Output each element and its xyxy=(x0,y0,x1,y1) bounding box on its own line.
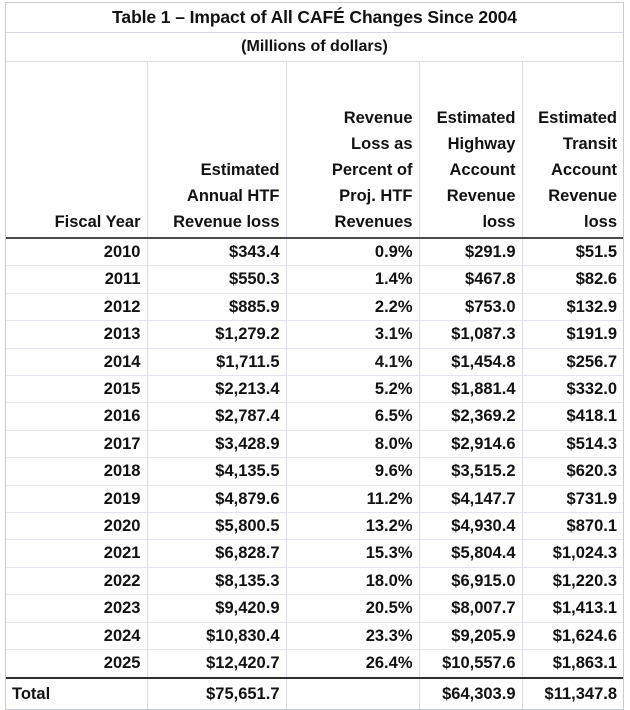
column-header-line: Highway xyxy=(447,135,516,153)
cell-highway-account-revenue-loss: $1,454.8 xyxy=(419,348,522,375)
cell-fiscal-year: 2018 xyxy=(6,458,147,485)
total-label: Total xyxy=(6,678,147,709)
cell-annual-htf-revenue-loss: $8,135.3 xyxy=(147,567,286,594)
cell-fiscal-year: 2023 xyxy=(6,595,147,622)
cell-fiscal-year: 2020 xyxy=(6,513,147,540)
total-transit-account-revenue-loss: $11,347.8 xyxy=(522,678,623,709)
table-row xyxy=(6,348,623,375)
cell-transit-account-revenue-loss: $82.6 xyxy=(522,266,623,293)
cell-annual-htf-revenue-loss: $6,828.7 xyxy=(147,540,286,567)
cell-annual-htf-revenue-loss: $2,787.4 xyxy=(147,403,286,430)
cell-transit-account-revenue-loss: $1,220.3 xyxy=(522,567,623,594)
cell-annual-htf-revenue-loss: $4,135.5 xyxy=(147,458,286,485)
cell-highway-account-revenue-loss: $291.9 xyxy=(419,238,522,266)
cafe-impact-table xyxy=(6,3,623,709)
cell-transit-account-revenue-loss: $51.5 xyxy=(522,238,623,266)
cell-transit-account-revenue-loss: $731.9 xyxy=(522,485,623,512)
table-row xyxy=(6,595,623,622)
cell-pct-of-proj-htf-revenues: 9.6% xyxy=(286,458,419,485)
cell-transit-account-revenue-loss: $1,863.1 xyxy=(552,654,618,673)
table-row xyxy=(6,238,623,266)
column-header-line: Revenue xyxy=(446,187,516,205)
table-row xyxy=(6,376,623,403)
column-header-fiscal-year xyxy=(6,67,147,238)
cell-fiscal-year: 2010 xyxy=(6,238,147,266)
table-data-body xyxy=(6,238,623,678)
cell-transit-account-revenue-loss: $1,413.1 xyxy=(522,595,623,622)
cell-fiscal-year: 2021 xyxy=(6,540,147,567)
column-header-line: loss xyxy=(583,213,618,231)
column-header-line: Revenues xyxy=(334,213,413,231)
column-header-line: Revenue loss xyxy=(173,213,280,231)
cell-annual-htf-revenue-loss: $10,830.4 xyxy=(147,622,286,649)
cell-transit-account-revenue-loss: $191.9 xyxy=(522,321,623,348)
cell-transit-account-revenue-loss: $418.1 xyxy=(522,403,623,430)
cell-highway-account-revenue-loss: $3,515.2 xyxy=(419,458,522,485)
table-subtitle-row xyxy=(6,33,623,62)
column-header-line: Account xyxy=(551,161,618,179)
cell-pct-of-proj-htf-revenues: 13.2% xyxy=(286,513,419,540)
cell-highway-account-revenue-loss: $467.8 xyxy=(419,266,522,293)
table-total-row xyxy=(6,678,623,709)
cell-fiscal-year: 2022 xyxy=(6,567,147,594)
table-row xyxy=(6,540,623,567)
cell-transit-account-revenue-loss: $332.0 xyxy=(522,376,623,403)
table-row xyxy=(6,622,623,649)
column-header-line: Estimated xyxy=(538,109,618,127)
cell-pct-of-proj-htf-revenues: 3.1% xyxy=(286,321,419,348)
cell-pct-of-proj-htf-revenues: 4.1% xyxy=(286,348,419,375)
cell-highway-account-revenue-loss: $5,804.4 xyxy=(419,540,522,567)
cell-transit-account-revenue-loss: $1,024.3 xyxy=(522,540,623,567)
cell-annual-htf-revenue-loss: $1,711.5 xyxy=(147,348,286,375)
cell-highway-account-revenue-loss: $753.0 xyxy=(419,293,522,320)
column-header-line: Annual HTF xyxy=(186,187,280,205)
table-row xyxy=(6,567,623,594)
cell-annual-htf-revenue-loss: $5,800.5 xyxy=(147,513,286,540)
cell-transit-account-revenue-loss: $514.3 xyxy=(522,430,623,457)
cell-highway-account-revenue-loss: $9,205.9 xyxy=(419,622,522,649)
column-header-line: Account xyxy=(449,161,516,179)
cell-pct-of-proj-htf-revenues: 5.2% xyxy=(286,376,419,403)
cell-annual-htf-revenue-loss: $9,420.9 xyxy=(147,595,286,622)
table-row xyxy=(6,403,623,430)
cell-fiscal-year: 2014 xyxy=(6,348,147,375)
cell-pct-of-proj-htf-revenues: 20.5% xyxy=(286,595,419,622)
cell-fiscal-year: 2013 xyxy=(6,321,147,348)
cell-fiscal-year: 2019 xyxy=(6,485,147,512)
total-pct-of-proj-htf-revenues xyxy=(286,678,419,709)
cell-annual-htf-revenue-loss: $2,213.4 xyxy=(147,376,286,403)
column-header-line: Loss as xyxy=(351,135,413,153)
cell-highway-account-revenue-loss: $6,915.0 xyxy=(419,567,522,594)
cafe-impact-table-container xyxy=(5,2,624,710)
cell-fiscal-year: 2017 xyxy=(6,430,147,457)
table-row xyxy=(6,485,623,512)
table-subtitle: (Millions of dollars) xyxy=(6,33,623,62)
cell-annual-htf-revenue-loss: $550.3 xyxy=(147,266,286,293)
cell-highway-account-revenue-loss: $4,930.4 xyxy=(419,513,522,540)
column-header-highway-account-revenue-loss xyxy=(419,67,522,238)
cell-highway-account-revenue-loss: $10,557.6 xyxy=(419,650,522,678)
column-header-transit-account-revenue-loss xyxy=(522,67,623,238)
cell-highway-account-revenue-loss: $2,914.6 xyxy=(419,430,522,457)
table-row xyxy=(6,430,623,457)
cell-annual-htf-revenue-loss: $12,420.7 xyxy=(147,650,286,678)
table-row xyxy=(6,513,623,540)
cell-annual-htf-revenue-loss: $4,879.6 xyxy=(147,485,286,512)
table-row xyxy=(6,266,623,293)
cell-highway-account-revenue-loss: $1,881.4 xyxy=(419,376,522,403)
table-row xyxy=(6,650,623,678)
column-header-line: Percent of xyxy=(331,161,413,179)
total-annual-htf-revenue-loss: $75,651.7 xyxy=(147,678,286,709)
cell-pct-of-proj-htf-revenues: 11.2% xyxy=(286,485,419,512)
table-row xyxy=(6,293,623,320)
table-row xyxy=(6,321,623,348)
cell-pct-of-proj-htf-revenues: 6.5% xyxy=(286,403,419,430)
cell-fiscal-year: 2025 xyxy=(6,650,147,678)
cell-pct-of-proj-htf-revenues: 26.4% xyxy=(286,650,419,678)
column-header-line: Estimated xyxy=(200,161,280,179)
cell-pct-of-proj-htf-revenues: 2.2% xyxy=(286,293,419,320)
cell-highway-account-revenue-loss: $1,087.3 xyxy=(419,321,522,348)
cell-transit-account-revenue-loss: $132.9 xyxy=(522,293,623,320)
cell-highway-account-revenue-loss: $4,147.7 xyxy=(419,485,522,512)
cell-pct-of-proj-htf-revenues: 1.4% xyxy=(286,266,419,293)
cell-annual-htf-revenue-loss: $1,279.2 xyxy=(147,321,286,348)
table-row xyxy=(6,458,623,485)
table-header-row xyxy=(6,67,623,238)
cell-pct-of-proj-htf-revenues: 23.3% xyxy=(286,622,419,649)
column-header-line: Revenue xyxy=(548,187,618,205)
column-header-pct-of-proj-htf-revenues xyxy=(286,67,419,238)
cell-highway-account-revenue-loss: $8,007.7 xyxy=(419,595,522,622)
cell-highway-account-revenue-loss: $2,369.2 xyxy=(419,403,522,430)
column-header-line: Proj. HTF xyxy=(339,187,413,205)
cell-annual-htf-revenue-loss: $885.9 xyxy=(147,293,286,320)
cell-annual-htf-revenue-loss: $343.4 xyxy=(147,238,286,266)
column-header-line: Fiscal Year xyxy=(54,213,141,231)
column-header-annual-htf-revenue-loss xyxy=(147,67,286,238)
cell-fiscal-year: 2011 xyxy=(6,266,147,293)
cell-transit-account-revenue-loss: $870.1 xyxy=(522,513,623,540)
table-title-row xyxy=(6,3,623,33)
cell-fiscal-year: 2016 xyxy=(6,403,147,430)
cell-fiscal-year: 2024 xyxy=(6,622,147,649)
cell-pct-of-proj-htf-revenues: 15.3% xyxy=(286,540,419,567)
cell-pct-of-proj-htf-revenues: 8.0% xyxy=(286,430,419,457)
cell-annual-htf-revenue-loss: $3,428.9 xyxy=(147,430,286,457)
column-header-line: loss xyxy=(482,213,516,231)
cell-transit-account-revenue-loss: $256.7 xyxy=(522,348,623,375)
total-highway-account-revenue-loss: $64,303.9 xyxy=(419,678,522,709)
cell-pct-of-proj-htf-revenues: 18.0% xyxy=(286,567,419,594)
cell-transit-account-revenue-loss: $1,624.6 xyxy=(522,622,623,649)
cell-transit-account-revenue-loss: $620.3 xyxy=(522,458,623,485)
table-title: Table 1 – Impact of All CAFÉ Changes Since 2004 xyxy=(6,3,623,33)
cell-fiscal-year: 2015 xyxy=(6,376,147,403)
column-header-line: Transit xyxy=(562,135,618,153)
column-header-line: Estimated xyxy=(436,109,516,127)
column-header-line: Revenue xyxy=(343,109,413,127)
cell-fiscal-year: 2012 xyxy=(6,293,147,320)
cell-pct-of-proj-htf-revenues: 0.9% xyxy=(286,238,419,266)
